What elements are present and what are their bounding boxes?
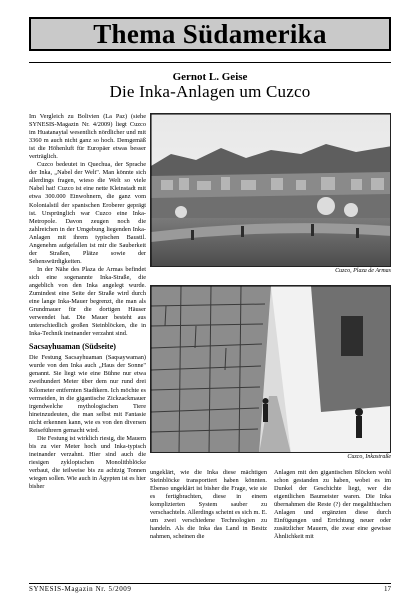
paragraph: Die Festung Sacsayhuaman (Saqsaywaman) wurde von den Inka auch „Haus der Sonne" genannt. Sie liegt wie eine Bühne nur etwa zweihundert Meter über dem nur rund drei Kilometer entfernten Stadtkern. Ich möchte es vermeiden, in die gigantische Zickzackmauer irgendwelche mythologischen Tiere hineinzudeuten, die man selbst mit Fantasie nicht erkennen kann, wie es von den diversen Reiseführern gemacht wird.: [29, 354, 146, 434]
photo-caption-2: Cuzco, Inkastraße: [347, 454, 391, 460]
paragraph: ungeklärt, wie die Inka diese mächtigen Steinblöcke transportiert haben könnten. Ebenso ungeklärt ist bisher die Frage, wie sie es fertigbrachten, diese in einem komplizierten System sauber zu verschachteln. Allerdings scheint es sich m. E. um zwei verschiedene Technologien zu handeln. Als die Inka das Land in Besitz nahmen, scheinen die: [150, 469, 267, 541]
plaza-image: [151, 114, 391, 267]
footer-magazine: SYNESIS-Magazin Nr. 5/2009: [29, 585, 132, 593]
paragraph: Cuzco bedeutet in Quechua, der Sprache der Inka, „Nabel der Welt". Man könnte sich allerdings fragen, wieso die Welt so viele Nabel hat! Cuzco ist eine nette Kleinstadt mit etwa 300.000 Einwohnern, die ganz vom Kolonialstil der spanischen Eroberer geprägt ist. Ursprünglich war Cuzco eine Inka-Metropole. Davon zeugen noch die zahlreichen in der Umgebung liegenden Inka-Anlagen mit ihrem typischen Baustil. Angenehm aufgefallen ist mir die Sauberkeit der Straßen, Plätze sowie der Sehenswürdigkeiten.: [29, 161, 146, 265]
paragraph: Im Vergleich zu Bolivien (La Paz) (siehe SYNESIS-Magazin Nr. 4/2009) liegt Cuzco im Huatanaytal wesentlich nördlicher und mit 3360 m auch nicht ganz so hoch. Demgemäß ist die Höhenluft für Europäer etwas besser verträglich.: [29, 113, 146, 161]
text-column-2: [150, 469, 267, 583]
author-name: Gernot L. Geise: [172, 71, 248, 83]
inka-street-image: [151, 286, 391, 453]
paragraph: Anlagen mit den gigantischen Blöcken wohl schon gestanden zu haben, wobei es im Dunkel der Geschichte liegt, wer die eigentlichen Baumeister waren. Die Inka übernahmen die Reste (?) der megalithischen Anlagen und ergänzten diese durch Einfügungen und Errichtung neuer oder zusätzlicher Mauern, die zwar eine gewisse Ähnlichkeit mit: [274, 469, 391, 541]
photo-inkastrasse: [150, 285, 391, 453]
article-title: Die Inka-Anlagen um Cuzco: [109, 82, 311, 101]
paragraph: In der Nähe des Plaza de Armas befindet sich eine sogenannte Inka-Straße, die angeblich von den Inka angelegt wurde. Zumindest eine Seite der Straße wird durch eine lange Inka-Mauer begrenzt, die man als Grundmauer für die dortigen Häuser verwendet hat. Die Mauer besteht aus unterschiedlich großen Steinblöcken, die in Inka-Technik ineinander verzahnt sind.: [29, 265, 146, 338]
text-column-1: [29, 113, 146, 583]
page-number: 17: [384, 585, 391, 593]
subheading: Sacsayhuaman (Südseite): [29, 342, 116, 352]
paragraph: Die Festung ist wirklich riesig, die Mauern bis zu vier Meter hoch und Inka-typisch ineinander verzahnt. Hier sind auch die riesigen zyklopischen Monolithblöcke verbaut, die teilweise bis zu achtzig Tonnen wiegen sollen. Wie auch in Ägypten ist es hier bisher: [29, 434, 146, 491]
photo-plaza-de-armas: [150, 113, 391, 267]
footer-rule: [29, 583, 391, 584]
header-rule: [29, 62, 391, 63]
text-column-3: [274, 469, 391, 583]
section-title: Thema Südamerika: [93, 19, 327, 49]
photo-caption-1: Cuzco, Plaza de Armas: [335, 268, 391, 274]
